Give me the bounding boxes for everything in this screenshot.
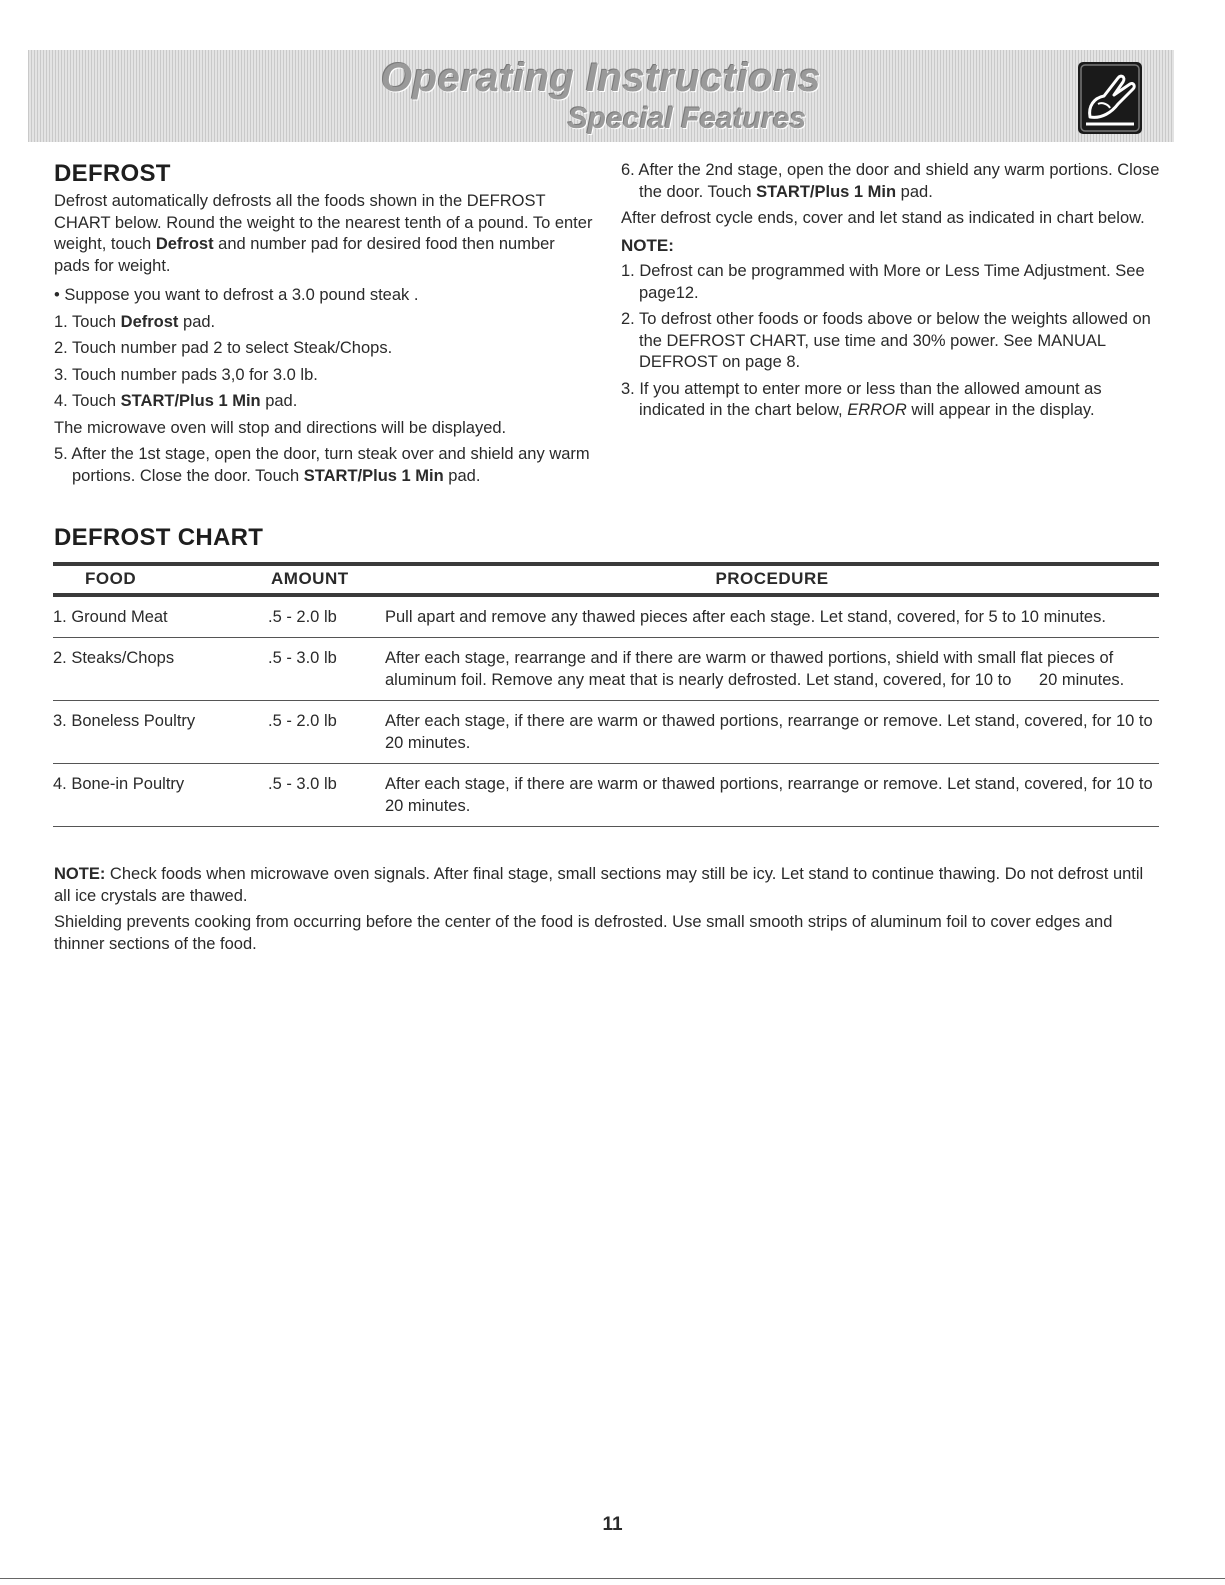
note-item-3: 3. If you attempt to enter more or less than the allowed amount as indicated in the chart below, ERROR will appear in the display. xyxy=(621,379,1102,419)
table-row xyxy=(53,638,1159,701)
defrost-step-1: 1. Touch Defrost pad. xyxy=(54,312,216,331)
page-number: 11 xyxy=(602,1514,623,1535)
table-row xyxy=(53,764,1159,827)
defrost-example: • Suppose you want to defrost a 3.0 pound steak . xyxy=(54,286,419,304)
header-banner xyxy=(28,50,1174,142)
amount-cell: .5 - 3.0 lb xyxy=(268,764,385,827)
table-header-row xyxy=(53,564,1159,595)
defrost-stop-text: The microwave oven will stop and directions will be displayed. xyxy=(54,418,507,437)
column-header-food: FOOD xyxy=(53,564,268,595)
page-title: Operating Instructions xyxy=(381,56,821,100)
defrost-step-4: 4. Touch START/Plus 1 Min pad. xyxy=(54,392,298,410)
amount-cell: .5 - 2.0 lb xyxy=(268,595,385,638)
after-cycle-text: After defrost cycle ends, cover and let stand as indicated in chart below. xyxy=(621,209,1145,227)
food-cell: 2. Steaks/Chops xyxy=(53,638,268,701)
food-cell: 1. Ground Meat xyxy=(53,595,268,638)
defrost-instructions-left xyxy=(54,160,594,487)
amount-cell: .5 - 3.0 lb xyxy=(268,638,385,701)
defrost-chart-heading: DEFROST CHART xyxy=(54,524,264,551)
food-cell: 4. Bone-in Poultry xyxy=(53,764,268,827)
defrost-instructions-right xyxy=(621,160,1166,422)
defrost-chart-table xyxy=(53,562,1159,827)
note-item-2: 2. To defrost other foods or foods above or below the weights allowed on the DEFROST CHART, use time and 30% power. See MANUAL DEFROST on page 8. xyxy=(621,310,1151,371)
procedure-cell: After each stage, rearrange and if there are warm or thawed portions, shield with small flat pieces of aluminum foil. Remove any meat that is nearly defrosted. Let stand, covered, for 10 to 20 minutes. xyxy=(385,638,1159,701)
note-item-1: 1. Defrost can be programmed with More or Less Time Adjustment. See page12. xyxy=(621,262,1145,302)
column-header-procedure: PROCEDURE xyxy=(385,564,1159,595)
note-heading: NOTE: xyxy=(621,235,674,255)
page-subtitle: Special Features xyxy=(567,102,807,135)
amount-cell: .5 - 2.0 lb xyxy=(268,701,385,764)
column-header-amount: AMOUNT xyxy=(268,564,385,595)
defrost-intro: Defrost automatically defrosts all the foods shown in the DEFROST CHART below. Round the weight to the nearest tenth of a pound. To enter weight, touch Defrost and number pad for desired food then number pads for weight. xyxy=(54,192,593,275)
bottom-notes xyxy=(54,864,1154,955)
shielding-note: Shielding prevents cooking from occurring before the center of the food is defrosted. Use small smooth strips of aluminum foil to cover edges and thinner sections of the food. xyxy=(54,913,1113,953)
food-cell: 3. Boneless Poultry xyxy=(53,701,268,764)
procedure-cell: Pull apart and remove any thawed pieces after each stage. Let stand, covered, for 5 to 10 minutes. xyxy=(385,595,1159,638)
footer-divider xyxy=(0,1578,1225,1579)
procedure-cell: After each stage, if there are warm or thawed portions, rearrange or remove. Let stand, covered, for 10 to 20 minutes. xyxy=(385,701,1159,764)
procedure-cell: After each stage, if there are warm or thawed portions, rearrange or remove. Let stand, covered, for 10 to 20 minutes. xyxy=(385,764,1159,827)
hand-touch-icon xyxy=(1078,62,1142,134)
table-row xyxy=(53,595,1159,638)
defrost-heading: DEFROST xyxy=(54,160,171,187)
defrost-step-5: 5. After the 1st stage, open the door, turn steak over and shield any warm portions. Close the door. Touch START/Plus 1 Min pad. xyxy=(54,445,590,485)
defrost-step-3: 3. Touch number pads 3,0 for 3.0 lb. xyxy=(54,365,318,384)
table-row xyxy=(53,701,1159,764)
defrost-step-2: 2. Touch number pad 2 to select Steak/Chops. xyxy=(54,339,393,357)
defrost-step-6: 6. After the 2nd stage, open the door and shield any warm portions. Close the door. Touch START/Plus 1 Min pad. xyxy=(621,161,1160,201)
chart-note: NOTE: Check foods when microwave oven signals. After final stage, small sections may still be icy. Let stand to continue thawing. Do not defrost until all ice crystals are thawed. xyxy=(54,865,1144,905)
